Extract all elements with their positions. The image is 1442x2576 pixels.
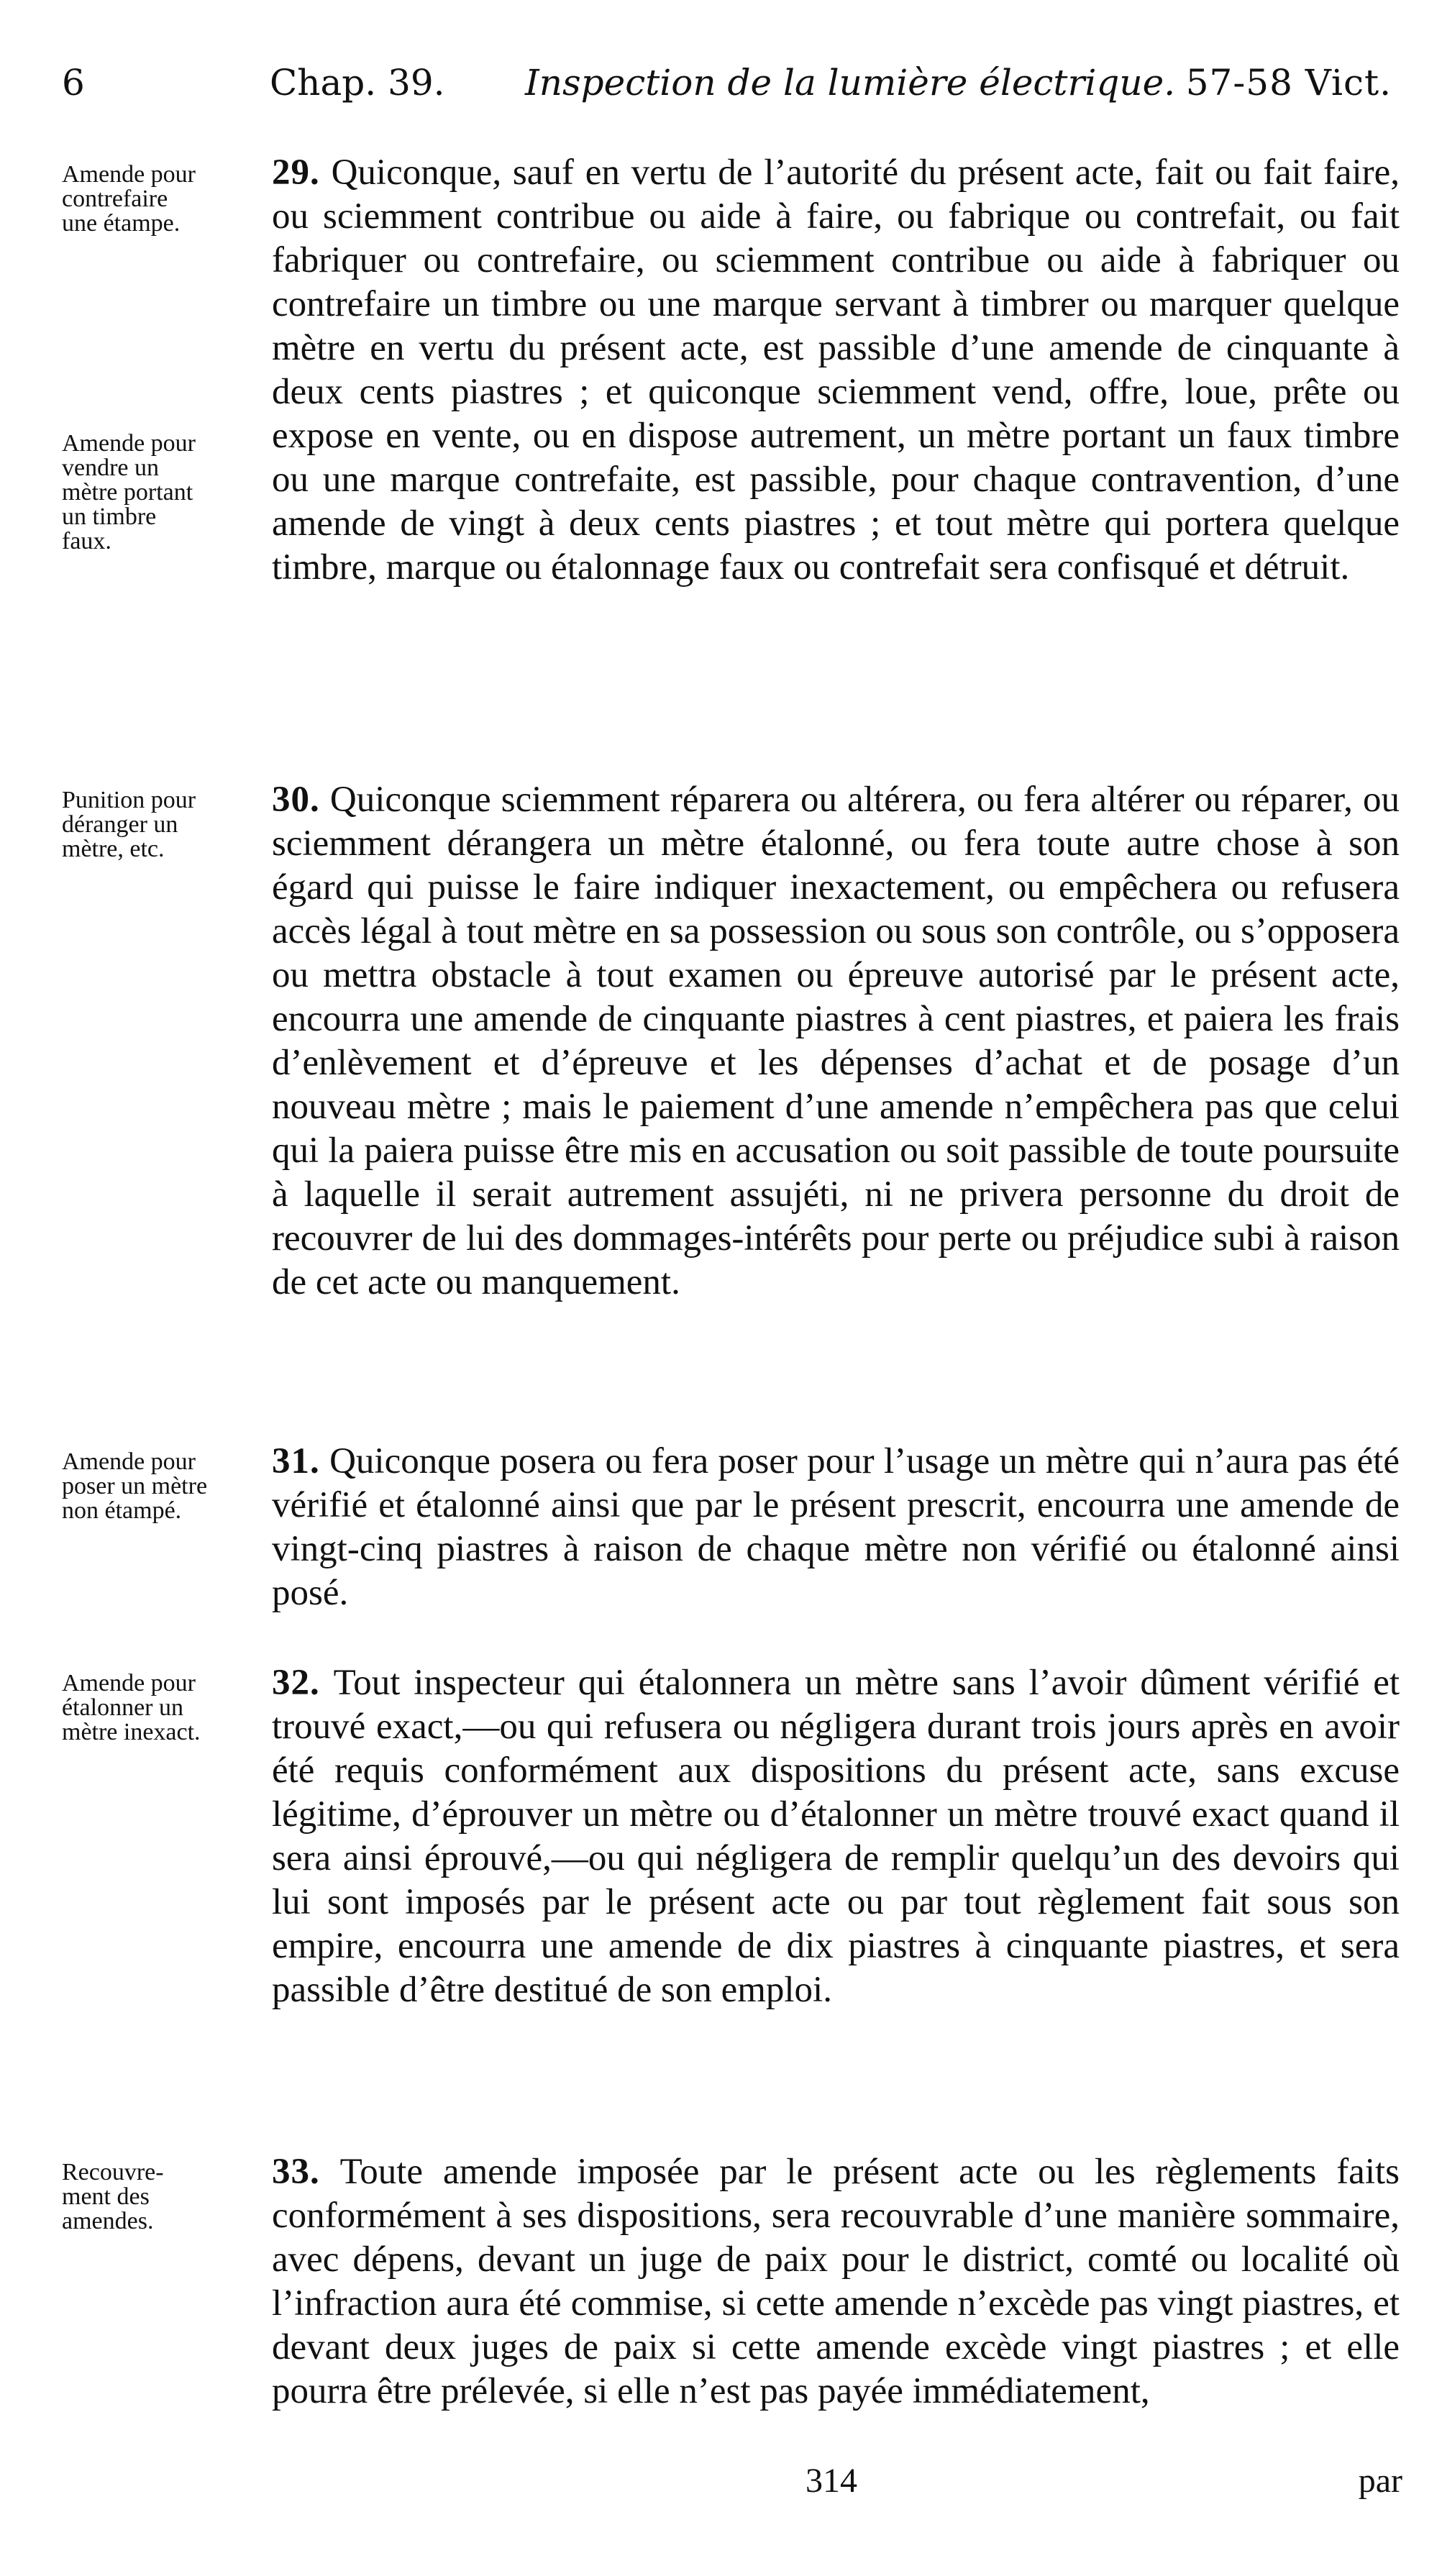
folio-number: 314	[806, 2462, 857, 2500]
marginal-note: Recouvre- ment des amendes.	[62, 2159, 164, 2234]
section-number: 32.	[272, 1663, 320, 1703]
page-number: 6	[62, 62, 85, 104]
session-label: 57-58 Vict.	[1185, 62, 1392, 104]
chapter-label: Chap. 39.	[270, 62, 445, 104]
marginal-note: Punition pour déranger un mètre, etc.	[62, 787, 196, 862]
section-text: Quiconque, sauf en vertu de l’autorité du présent acte, fait ou fait faire, ou sciemment contribue ou aide à faire, ou fabrique ou contrefait, ou fait fabriquer ou contrefaire, ou sciemment contribue ou aide à fabriquer ou contrefaire un timbre ou une marque servant à timbrer ou marquer quelque mètre en vertu du présent acte, est passible d’une amende de cinquante à deux cents piastres ; et quiconque sciemment vend, offre, loue, prête ou expose en vente, ou en dispose autrement, un mètre portant un faux timbre ou une marque contrefaite, est passible, pour chaque contravention, d’une amende de vingt à deux cents piastres ; et tout mètre qui portera quelque timbre, marque ou étalonnage faux ou contrefait sera confisqué et détruit.	[272, 152, 1400, 588]
marginal-note: Amende pour poser un mètre non étampé.	[62, 1448, 208, 1524]
section-text: Quiconque sciemment réparera ou altérera, ou fera altérer ou réparer, ou sciemment dérangera un mètre étalonné, ou fera toute autre chose à son égard qui puisse le faire indiquer inexactement, ou empêchera ou refusera accès légal à tout mètre en sa possession ou sous son contrôle, ou s’opposera ou mettra obstacle à tout examen ou épreuve autorisé par le présent acte, encourra une amende de cinquante piastres à cent piastres, et paiera les frais d’enlèvement et d’épreuve et les dépenses d’achat et de posage d’un nouveau mètre ; mais le paiement d’une amende n’empêchera pas que celui qui la paiera puisse être mis en accusation ou soit passible de toute poursuite à laquelle il serait autrement assujéti, ni ne privera personne du droit de recouvrer de lui des dommages-intérêts pour perte ou préjudice subi à raison de cet acte ou manquement.	[272, 780, 1400, 1302]
running-title: Inspection de la lumière électrique.	[525, 62, 1176, 104]
catchword: par	[1358, 2462, 1402, 2500]
section-number: 30.	[272, 780, 320, 820]
running-header	[0, 62, 1442, 119]
section-body	[272, 151, 1400, 590]
section-text: Quiconque posera ou fera poser pour l’usage un mètre qui n’aura pas été vérifié et étalonné ainsi que par le présent prescrit, encourra une amende de vingt-cinq piastres à raison de chaque mètre non vérifié ou étalonné ainsi posé.	[272, 1441, 1400, 1613]
section-number: 31.	[272, 1441, 320, 1481]
marginal-note: Amende pour vendre un mètre portant un timbre faux.	[62, 430, 196, 554]
section-body	[272, 1661, 1400, 2012]
marginal-note: Amende pour étalonner un mètre inexact.	[62, 1670, 201, 1745]
section-body	[272, 778, 1400, 1305]
page-footer	[0, 2461, 1442, 2511]
marginal-note: Amende pour contrefaire une étampe.	[62, 161, 196, 237]
section-number: 29.	[272, 152, 320, 193]
section-body	[272, 1440, 1400, 1615]
section-number: 33.	[272, 2152, 320, 2192]
section-text: Tout inspecteur qui étalonnera un mètre sans l’avoir dûment vérifié et trouvé exact,—ou qui refusera ou négligera durant trois jours après en avoir été requis conformément aux dispositions du présent acte, sans excuse légitime, d’éprouver un mètre ou d’étalonner un mètre trouvé exact quand il sera ainsi éprouvé,—ou qui négligera de remplir quelqu’un des devoirs qui lui sont imposés par le présent acte ou par tout règlement fait sous son empire, encourra une amende de dix piastres à cinquante piastres, et sera passible d’être destitué de son emploi.	[272, 1663, 1400, 2010]
section-text: Toute amende imposée par le présent acte ou les règlements faits conformément à ses dispositions, sera recouvrable d’une manière sommaire, avec dépens, devant un juge de paix pour le district, comté ou localité où l’infraction aura été commise, si cette amende n’excède pas vingt piastres, et devant deux juges de paix si cette amende excède vingt piastres ; et elle pourra être prélevée, si elle n’est pas payée immédiatement,	[272, 2152, 1400, 2411]
section-body	[272, 2150, 1400, 2413]
